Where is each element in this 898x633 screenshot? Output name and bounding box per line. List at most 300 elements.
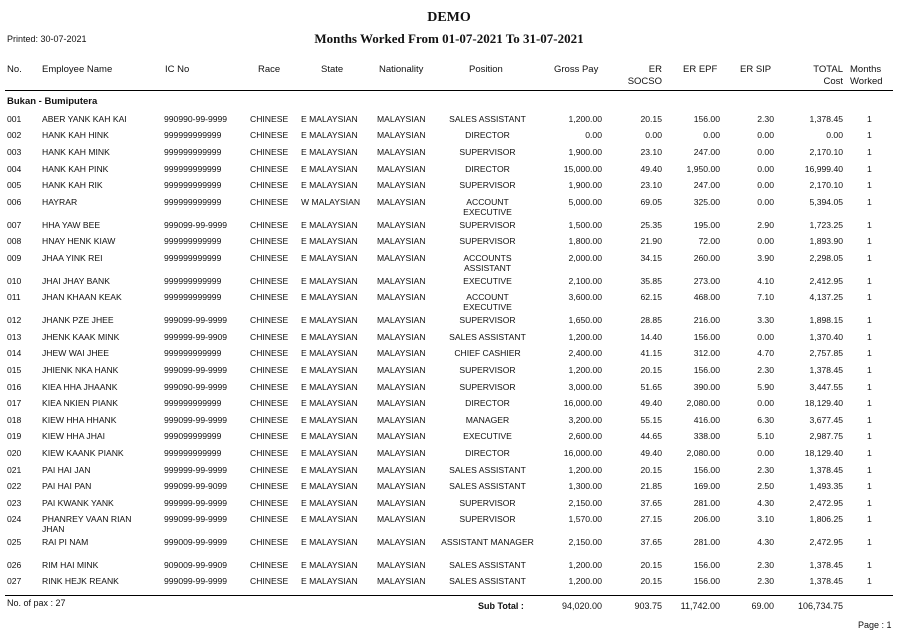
cell-months-worked: 1 bbox=[867, 292, 872, 302]
cell-position: ACCOUNT EXECUTIVE bbox=[463, 292, 512, 312]
cell-nationality: MALAYSIAN bbox=[377, 114, 426, 124]
cell-months-worked: 1 bbox=[867, 365, 872, 375]
cell-er-socso: 20.15 bbox=[640, 576, 662, 586]
cell-position: SALES ASSISTANT bbox=[449, 481, 526, 491]
cell-race: CHINESE bbox=[250, 481, 289, 491]
cell-er-epf: 312.00 bbox=[693, 348, 720, 358]
cell-ic-no: 999099-99-9099 bbox=[164, 481, 228, 491]
cell-state: E MALAYSIAN bbox=[301, 253, 358, 263]
cell-no: 012 bbox=[7, 315, 22, 325]
cell-er-sip: 2.30 bbox=[757, 576, 774, 586]
header-state: State bbox=[321, 64, 344, 75]
cell-total-cost: 2,412.95 bbox=[809, 276, 843, 286]
cell-er-sip: 2.30 bbox=[757, 465, 774, 475]
cell-gross-pay: 2,150.00 bbox=[568, 537, 602, 547]
cell-total-cost: 2,170.10 bbox=[809, 147, 843, 157]
cell-ic-no: 999999999999 bbox=[164, 197, 222, 207]
cell-er-socso: 49.40 bbox=[640, 398, 662, 408]
cell-ic-no: 999999999999 bbox=[164, 253, 222, 263]
cell-nationality: MALAYSIAN bbox=[377, 197, 426, 207]
cell-er-epf: 0.00 bbox=[703, 130, 720, 140]
cell-ic-no: 999999-99-9999 bbox=[164, 498, 228, 508]
cell-nationality: MALAYSIAN bbox=[377, 236, 426, 246]
cell-er-socso: 28.85 bbox=[640, 315, 662, 325]
cell-months-worked: 1 bbox=[867, 236, 872, 246]
cell-state: E MALAYSIAN bbox=[301, 164, 358, 174]
cell-ic-no: 909009-99-9909 bbox=[164, 560, 228, 570]
header-months-worked-line2: Worked bbox=[850, 76, 883, 87]
cell-gross-pay: 1,200.00 bbox=[568, 114, 602, 124]
cell-months-worked: 1 bbox=[867, 332, 872, 342]
header-total-cost bbox=[790, 64, 843, 88]
cell-nationality: MALAYSIAN bbox=[377, 315, 426, 325]
cell-ic-no: 999099-99-9999 bbox=[164, 220, 228, 230]
cell-ic-no: 999999999999 bbox=[164, 236, 222, 246]
cell-race: CHINESE bbox=[250, 465, 289, 475]
cell-position: SUPERVISOR bbox=[459, 514, 516, 524]
cell-total-cost: 1,806.25 bbox=[809, 514, 843, 524]
cell-gross-pay: 15,000.00 bbox=[563, 164, 602, 174]
cell-months-worked: 1 bbox=[867, 164, 872, 174]
cell-er-epf: 216.00 bbox=[693, 315, 720, 325]
cell-position: CHIEF CASHIER bbox=[454, 348, 521, 358]
cell-no: 004 bbox=[7, 164, 22, 174]
report-subtitle: Months Worked From 01-07-2021 To 31-07-2021 bbox=[314, 31, 584, 46]
cell-ic-no: 999099-99-9999 bbox=[164, 315, 228, 325]
cell-er-epf: 156.00 bbox=[693, 365, 720, 375]
cell-er-socso: 23.10 bbox=[640, 147, 662, 157]
cell-employee-name: JHENK KAAK MINK bbox=[42, 332, 120, 342]
cell-er-epf: 156.00 bbox=[693, 332, 720, 342]
cell-er-socso: 37.65 bbox=[640, 537, 662, 547]
cell-position: ASSISTANT MANAGER bbox=[441, 537, 534, 547]
cell-state: E MALAYSIAN bbox=[301, 498, 358, 508]
cell-no: 001 bbox=[7, 114, 22, 124]
cell-no: 016 bbox=[7, 382, 22, 392]
cell-employee-name: PAI HAI JAN bbox=[42, 465, 91, 475]
cell-gross-pay: 16,000.00 bbox=[563, 448, 602, 458]
cell-race: CHINESE bbox=[250, 576, 289, 586]
cell-position: SUPERVISOR bbox=[459, 365, 516, 375]
cell-ic-no: 999999999999 bbox=[164, 292, 222, 302]
cell-er-epf: 325.00 bbox=[693, 197, 720, 207]
cell-gross-pay: 1,900.00 bbox=[568, 180, 602, 190]
cell-employee-name: RINK HEJK REANK bbox=[42, 576, 119, 586]
cell-nationality: MALAYSIAN bbox=[377, 276, 426, 286]
cell-race: CHINESE bbox=[250, 164, 289, 174]
cell-ic-no: 999090-99-9999 bbox=[164, 382, 228, 392]
cell-position: SALES ASSISTANT bbox=[449, 114, 526, 124]
header-gross-pay: Gross Pay bbox=[554, 64, 599, 75]
cell-no: 023 bbox=[7, 498, 22, 508]
cell-er-epf: 273.00 bbox=[693, 276, 720, 286]
cell-state: E MALAYSIAN bbox=[301, 276, 358, 286]
cell-months-worked: 1 bbox=[867, 220, 872, 230]
subtotal-socso: 903.75 bbox=[634, 601, 662, 611]
cell-er-socso: 37.65 bbox=[640, 498, 662, 508]
header-months-worked bbox=[850, 64, 883, 88]
cell-months-worked: 1 bbox=[867, 398, 872, 408]
cell-gross-pay: 1,200.00 bbox=[568, 332, 602, 342]
footer-divider bbox=[5, 595, 893, 596]
cell-er-epf: 247.00 bbox=[693, 180, 720, 190]
cell-gross-pay: 1,570.00 bbox=[568, 514, 602, 524]
cell-state: E MALAYSIAN bbox=[301, 348, 358, 358]
cell-no: 024 bbox=[7, 514, 22, 524]
cell-er-socso: 21.90 bbox=[640, 236, 662, 246]
cell-employee-name: HANK KAH PINK bbox=[42, 164, 109, 174]
cell-months-worked: 1 bbox=[867, 481, 872, 491]
cell-race: CHINESE bbox=[250, 415, 289, 425]
cell-er-sip: 2.30 bbox=[757, 560, 774, 570]
cell-total-cost: 1,378.45 bbox=[809, 114, 843, 124]
cell-er-socso: 14.40 bbox=[640, 332, 662, 342]
cell-state: E MALAYSIAN bbox=[301, 332, 358, 342]
cell-gross-pay: 1,200.00 bbox=[568, 576, 602, 586]
cell-position: SUPERVISOR bbox=[459, 220, 516, 230]
cell-months-worked: 1 bbox=[867, 465, 872, 475]
cell-er-sip: 0.00 bbox=[757, 398, 774, 408]
cell-gross-pay: 1,800.00 bbox=[568, 236, 602, 246]
cell-gross-pay: 1,900.00 bbox=[568, 147, 602, 157]
cell-nationality: MALAYSIAN bbox=[377, 498, 426, 508]
cell-race: CHINESE bbox=[250, 514, 289, 524]
cell-er-socso: 49.40 bbox=[640, 448, 662, 458]
cell-total-cost: 2,472.95 bbox=[809, 537, 843, 547]
cell-er-sip: 5.10 bbox=[757, 431, 774, 441]
cell-position: SUPERVISOR bbox=[459, 180, 516, 190]
cell-nationality: MALAYSIAN bbox=[377, 147, 426, 157]
cell-state: E MALAYSIAN bbox=[301, 514, 358, 524]
cell-position: DIRECTOR bbox=[465, 164, 510, 174]
cell-total-cost: 1,378.45 bbox=[809, 465, 843, 475]
cell-position: DIRECTOR bbox=[465, 398, 510, 408]
cell-er-sip: 7.10 bbox=[757, 292, 774, 302]
cell-er-epf: 156.00 bbox=[693, 114, 720, 124]
cell-months-worked: 1 bbox=[867, 560, 872, 570]
cell-state: E MALAYSIAN bbox=[301, 560, 358, 570]
cell-state: E MALAYSIAN bbox=[301, 365, 358, 375]
header-race: Race bbox=[258, 64, 281, 75]
cell-employee-name: KIEA HHA JHAANK bbox=[42, 382, 118, 392]
cell-position: ACCOUNT EXECUTIVE bbox=[463, 197, 512, 217]
cell-position: ACCOUNTS ASSISTANT bbox=[463, 253, 512, 273]
cell-race: CHINESE bbox=[250, 220, 289, 230]
cell-ic-no: 999999999999 bbox=[164, 147, 222, 157]
cell-employee-name: KIEW KAANK PIANK bbox=[42, 448, 124, 458]
cell-no: 011 bbox=[7, 292, 21, 302]
cell-total-cost: 1,723.25 bbox=[809, 220, 843, 230]
cell-er-socso: 23.10 bbox=[640, 180, 662, 190]
cell-er-sip: 0.00 bbox=[757, 130, 774, 140]
cell-er-epf: 156.00 bbox=[693, 560, 720, 570]
cell-no: 020 bbox=[7, 448, 22, 458]
cell-employee-name: JHAN KHAAN KEAK bbox=[42, 292, 122, 302]
cell-no: 022 bbox=[7, 481, 22, 491]
cell-er-sip: 0.00 bbox=[757, 448, 774, 458]
cell-er-epf: 156.00 bbox=[693, 465, 720, 475]
cell-race: CHINESE bbox=[250, 537, 289, 547]
cell-total-cost: 3,677.45 bbox=[809, 415, 843, 425]
cell-months-worked: 1 bbox=[867, 348, 872, 358]
cell-nationality: MALAYSIAN bbox=[377, 164, 426, 174]
cell-position: SALES ASSISTANT bbox=[449, 465, 526, 475]
page-number: Page : 1 bbox=[858, 620, 892, 630]
cell-position: DIRECTOR bbox=[465, 448, 510, 458]
cell-er-epf: 2,080.00 bbox=[686, 448, 720, 458]
cell-race: CHINESE bbox=[250, 448, 289, 458]
cell-total-cost: 1,378.45 bbox=[809, 560, 843, 570]
cell-no: 015 bbox=[7, 365, 22, 375]
cell-er-sip: 2.90 bbox=[757, 220, 774, 230]
cell-er-sip: 6.30 bbox=[757, 415, 774, 425]
cell-nationality: MALAYSIAN bbox=[377, 130, 426, 140]
cell-months-worked: 1 bbox=[867, 197, 872, 207]
header-position: Position bbox=[469, 64, 503, 75]
cell-state: E MALAYSIAN bbox=[301, 431, 358, 441]
cell-no: 017 bbox=[7, 398, 22, 408]
cell-er-sip: 0.00 bbox=[757, 236, 774, 246]
cell-total-cost: 16,999.40 bbox=[804, 164, 843, 174]
cell-total-cost: 1,493.35 bbox=[809, 481, 843, 491]
printed-date: Printed: 30-07-2021 bbox=[7, 34, 87, 44]
cell-total-cost: 1,898.15 bbox=[809, 315, 843, 325]
cell-no: 026 bbox=[7, 560, 22, 570]
cell-er-sip: 0.00 bbox=[757, 164, 774, 174]
cell-state: W MALAYSIAN bbox=[301, 197, 361, 207]
cell-er-sip: 0.00 bbox=[757, 180, 774, 190]
cell-no: 007 bbox=[7, 220, 22, 230]
cell-no: 013 bbox=[7, 332, 22, 342]
header-ic-no: IC No bbox=[165, 64, 190, 75]
cell-position: DIRECTOR bbox=[465, 130, 510, 140]
cell-employee-name: RIM HAI MINK bbox=[42, 560, 99, 570]
cell-gross-pay: 3,600.00 bbox=[568, 292, 602, 302]
cell-er-epf: 260.00 bbox=[693, 253, 720, 263]
cell-er-epf: 169.00 bbox=[693, 481, 720, 491]
header-months-worked-line1: Months bbox=[850, 64, 882, 75]
cell-er-epf: 468.00 bbox=[693, 292, 720, 302]
cell-no: 027 bbox=[7, 576, 22, 586]
cell-er-socso: 34.15 bbox=[640, 253, 662, 263]
cell-ic-no: 999999-99-9909 bbox=[164, 332, 228, 342]
cell-state: E MALAYSIAN bbox=[301, 448, 358, 458]
cell-er-epf: 156.00 bbox=[693, 576, 720, 586]
cell-race: CHINESE bbox=[250, 197, 289, 207]
cell-race: CHINESE bbox=[250, 431, 289, 441]
report-title: DEMO bbox=[427, 10, 471, 25]
cell-position: SALES ASSISTANT bbox=[449, 560, 526, 570]
cell-position: SUPERVISOR bbox=[459, 315, 516, 325]
cell-gross-pay: 1,300.00 bbox=[568, 481, 602, 491]
cell-race: CHINESE bbox=[250, 332, 289, 342]
cell-er-epf: 2,080.00 bbox=[686, 398, 720, 408]
cell-months-worked: 1 bbox=[867, 498, 872, 508]
cell-no: 002 bbox=[7, 130, 22, 140]
cell-er-sip: 5.90 bbox=[757, 382, 774, 392]
subtotal-epf: 11,742.00 bbox=[680, 601, 720, 611]
cell-gross-pay: 2,150.00 bbox=[568, 498, 602, 508]
cell-race: CHINESE bbox=[250, 276, 289, 286]
cell-nationality: MALAYSIAN bbox=[377, 292, 426, 302]
cell-position: SALES ASSISTANT bbox=[449, 576, 526, 586]
header-no: No. bbox=[7, 64, 22, 75]
header-er-socso bbox=[600, 64, 662, 88]
cell-nationality: MALAYSIAN bbox=[377, 220, 426, 230]
cell-gross-pay: 1,200.00 bbox=[568, 465, 602, 475]
cell-er-sip: 3.90 bbox=[757, 253, 774, 263]
cell-employee-name: ABER YANK KAH KAI bbox=[42, 114, 127, 124]
cell-race: CHINESE bbox=[250, 130, 289, 140]
cell-er-epf: 281.00 bbox=[693, 537, 720, 547]
cell-nationality: MALAYSIAN bbox=[377, 481, 426, 491]
cell-position: SUPERVISOR bbox=[459, 147, 516, 157]
header-nationality: Nationality bbox=[379, 64, 424, 75]
cell-state: E MALAYSIAN bbox=[301, 236, 358, 246]
cell-no: 021 bbox=[7, 465, 22, 475]
cell-employee-name: KIEW HHA JHAI bbox=[42, 431, 106, 441]
cell-position: SUPERVISOR bbox=[459, 382, 516, 392]
cell-er-socso: 25.35 bbox=[640, 220, 662, 230]
cell-nationality: MALAYSIAN bbox=[377, 348, 426, 358]
header-divider bbox=[5, 90, 893, 91]
cell-er-epf: 247.00 bbox=[693, 147, 720, 157]
cell-position: SUPERVISOR bbox=[459, 236, 516, 246]
cell-er-sip: 2.50 bbox=[757, 481, 774, 491]
cell-total-cost: 2,757.85 bbox=[809, 348, 843, 358]
cell-er-sip: 4.70 bbox=[757, 348, 774, 358]
cell-er-epf: 206.00 bbox=[693, 514, 720, 524]
cell-employee-name: JHEW WAI JHEE bbox=[42, 348, 109, 358]
cell-gross-pay: 0.00 bbox=[585, 130, 602, 140]
cell-ic-no: 999099-99-9999 bbox=[164, 576, 228, 586]
cell-ic-no: 999099999999 bbox=[164, 431, 222, 441]
cell-state: E MALAYSIAN bbox=[301, 114, 358, 124]
cell-employee-name: HNAY HENK KIAW bbox=[42, 236, 116, 246]
cell-state: E MALAYSIAN bbox=[301, 220, 358, 230]
cell-gross-pay: 2,600.00 bbox=[568, 431, 602, 441]
group-label: Bukan - Bumiputera bbox=[7, 96, 98, 107]
cell-race: CHINESE bbox=[250, 365, 289, 375]
cell-total-cost: 2,987.75 bbox=[809, 431, 843, 441]
cell-total-cost: 18,129.40 bbox=[804, 448, 843, 458]
cell-ic-no: 999999999999 bbox=[164, 448, 222, 458]
cell-state: E MALAYSIAN bbox=[301, 382, 358, 392]
cell-months-worked: 1 bbox=[867, 514, 872, 524]
cell-months-worked: 1 bbox=[867, 415, 872, 425]
cell-ic-no: 999099-99-9999 bbox=[164, 514, 228, 524]
cell-position: EXECUTIVE bbox=[463, 276, 512, 286]
cell-er-epf: 416.00 bbox=[693, 415, 720, 425]
header-er-socso-line1: ER bbox=[648, 64, 662, 75]
cell-gross-pay: 1,650.00 bbox=[568, 315, 602, 325]
cell-nationality: MALAYSIAN bbox=[377, 465, 426, 475]
cell-race: CHINESE bbox=[250, 560, 289, 570]
cell-months-worked: 1 bbox=[867, 147, 872, 157]
cell-er-socso: 27.15 bbox=[640, 514, 662, 524]
cell-state: E MALAYSIAN bbox=[301, 147, 358, 157]
cell-employee-name: KIEW HHA HHANK bbox=[42, 415, 117, 425]
cell-er-sip: 2.30 bbox=[757, 114, 774, 124]
cell-nationality: MALAYSIAN bbox=[377, 514, 426, 524]
cell-months-worked: 1 bbox=[867, 276, 872, 286]
cell-race: CHINESE bbox=[250, 114, 289, 124]
cell-total-cost: 1,378.45 bbox=[809, 576, 843, 586]
cell-er-socso: 69.05 bbox=[640, 197, 662, 207]
cell-total-cost: 1,378.45 bbox=[809, 365, 843, 375]
cell-state: E MALAYSIAN bbox=[301, 465, 358, 475]
cell-gross-pay: 3,000.00 bbox=[568, 382, 602, 392]
cell-months-worked: 1 bbox=[867, 315, 872, 325]
cell-er-socso: 62.15 bbox=[640, 292, 662, 302]
cell-total-cost: 18,129.40 bbox=[804, 398, 843, 408]
cell-er-socso: 41.15 bbox=[640, 348, 662, 358]
cell-ic-no: 990990-99-9999 bbox=[164, 114, 228, 124]
cell-er-socso: 55.15 bbox=[640, 415, 662, 425]
cell-gross-pay: 1,200.00 bbox=[568, 560, 602, 570]
cell-employee-name: PAI HAI PAN bbox=[42, 481, 92, 491]
cell-nationality: MALAYSIAN bbox=[377, 365, 426, 375]
cell-employee-name: JHANK PZE JHEE bbox=[42, 315, 114, 325]
cell-months-worked: 1 bbox=[867, 130, 872, 140]
cell-ic-no: 999999999999 bbox=[164, 348, 222, 358]
cell-er-socso: 20.15 bbox=[640, 560, 662, 570]
cell-gross-pay: 5,000.00 bbox=[568, 197, 602, 207]
cell-gross-pay: 1,500.00 bbox=[568, 220, 602, 230]
cell-months-worked: 1 bbox=[867, 537, 872, 547]
cell-nationality: MALAYSIAN bbox=[377, 398, 426, 408]
cell-months-worked: 1 bbox=[867, 431, 872, 441]
cell-employee-name: JHAA YINK REI bbox=[42, 253, 103, 263]
cell-gross-pay: 16,000.00 bbox=[563, 398, 602, 408]
cell-er-epf: 390.00 bbox=[693, 382, 720, 392]
subtotal-sip: 69.00 bbox=[751, 601, 774, 611]
cell-state: E MALAYSIAN bbox=[301, 537, 358, 547]
cell-gross-pay: 1,200.00 bbox=[568, 365, 602, 375]
pax-count: No. of pax : 27 bbox=[7, 598, 66, 608]
cell-ic-no: 999099-99-9999 bbox=[164, 365, 228, 375]
cell-position: SALES ASSISTANT bbox=[449, 332, 526, 342]
header-employee-name: Employee Name bbox=[42, 64, 113, 75]
cell-total-cost: 2,472.95 bbox=[809, 498, 843, 508]
cell-total-cost: 3,447.55 bbox=[809, 382, 843, 392]
cell-er-socso: 49.40 bbox=[640, 164, 662, 174]
cell-race: CHINESE bbox=[250, 147, 289, 157]
cell-months-worked: 1 bbox=[867, 114, 872, 124]
cell-er-epf: 281.00 bbox=[693, 498, 720, 508]
cell-nationality: MALAYSIAN bbox=[377, 382, 426, 392]
cell-race: CHINESE bbox=[250, 348, 289, 358]
cell-er-epf: 338.00 bbox=[693, 431, 720, 441]
cell-no: 008 bbox=[7, 236, 22, 246]
cell-ic-no: 999009-99-9999 bbox=[164, 537, 228, 547]
cell-ic-no: 999999-99-9999 bbox=[164, 465, 228, 475]
cell-ic-no: 999999999999 bbox=[164, 180, 222, 190]
cell-state: E MALAYSIAN bbox=[301, 292, 358, 302]
cell-no: 003 bbox=[7, 147, 22, 157]
cell-er-epf: 72.00 bbox=[698, 236, 720, 246]
cell-er-socso: 20.15 bbox=[640, 465, 662, 475]
header-total-cost-line2: Cost bbox=[823, 76, 843, 87]
cell-employee-name: PAI KWANK YANK bbox=[42, 498, 114, 508]
cell-total-cost: 5,394.05 bbox=[809, 197, 843, 207]
cell-er-sip: 4.30 bbox=[757, 537, 774, 547]
cell-nationality: MALAYSIAN bbox=[377, 332, 426, 342]
cell-state: E MALAYSIAN bbox=[301, 576, 358, 586]
subtotal-label: Sub Total : bbox=[478, 601, 524, 611]
cell-ic-no: 999999999999 bbox=[164, 130, 222, 140]
cell-ic-no: 999999999999 bbox=[164, 164, 222, 174]
